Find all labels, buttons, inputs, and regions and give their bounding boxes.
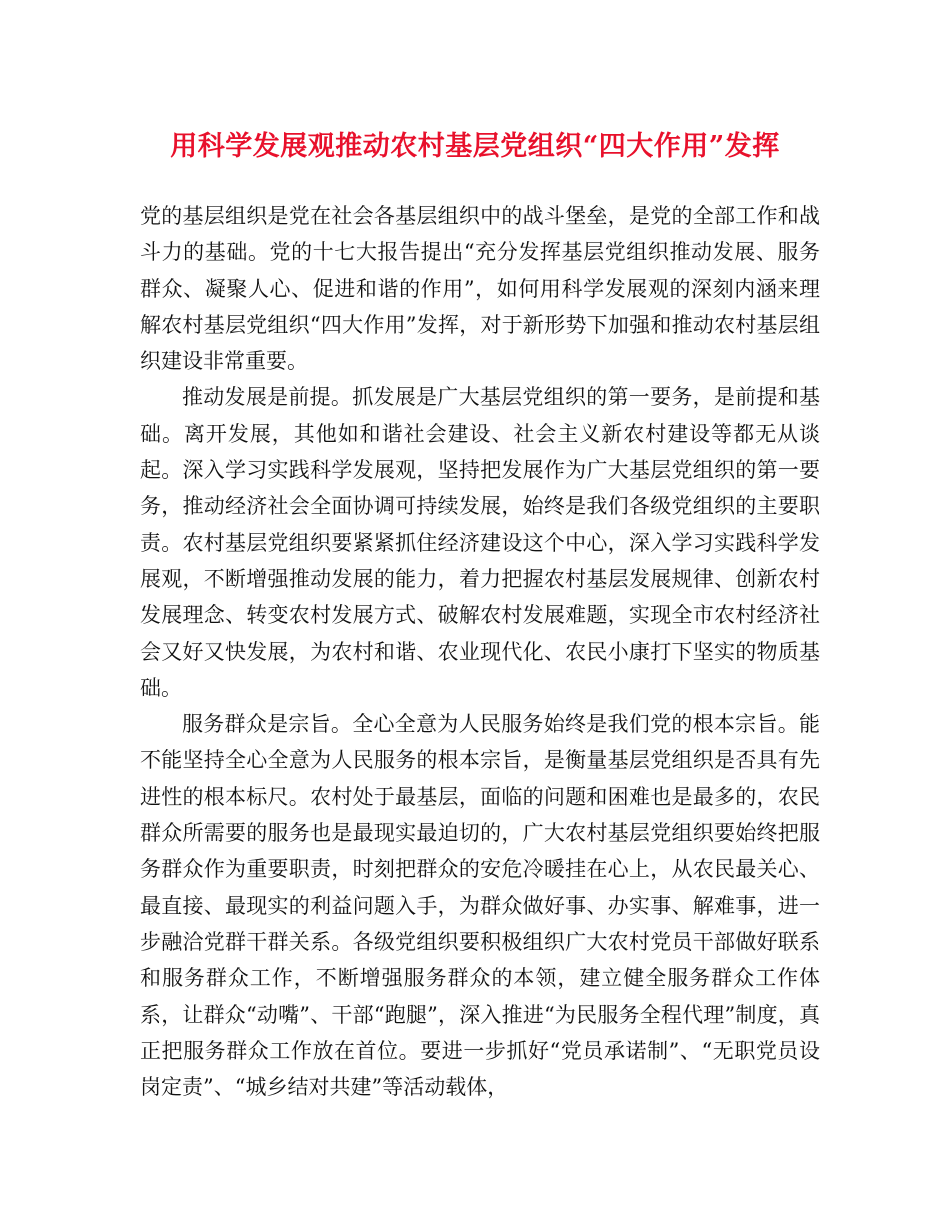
paragraph-promote-development: 推动发展是前提。抓发展是广大基层党组织的第一要务，是前提和基础。离开发展，其他如和谐社会建设、社会主义新农村建设等都无从谈起。深入学习实践科学发展观，坚持把发展作为广大基层党组织的第一要务，推动经济社会全面协调可持续发展，始终是我们各级党组织的主要职责。农村基层党组织要紧紧抓住经济建设这个中心，深入学习实践科学发展观，不断增强推动发展的能力，着力把握农村基层发展规律、创新农村发展理念、转变农村发展方式、破解农村发展难题，实现全市农村经济社会又好又快发展，为农村和谐、农业现代化、农民小康打下坚实的物质基础。 [140,385,820,700]
document-body [140,198,820,1105]
paragraph-intro: 党的基层组织是党在社会各基层组织中的战斗堡垒，是党的全部工作和战斗力的基础。党的十七大报告提出“充分发挥基层党组织推动发展、服务群众、凝聚人心、促进和谐的作用”，如何用科学发展观的深刻内涵来理解农村基层党组织“四大作用”发挥，对于新形势下加强和推动农村基层组织建设非常重要。 [140,204,820,374]
document-title: 用科学发展观推动农村基层党组织“四大作用”发挥 [170,131,780,162]
paragraph-serve-masses: 服务群众是宗旨。全心全意为人民服务始终是我们党的根本宗旨。能不能坚持全心全意为人民服务的根本宗旨，是衡量基层党组织是否具有先进性的根本标尺。农村处于最基层，面临的问题和困难也是最多的，农民群众所需要的服务也是最现实最迫切的，广大农村基层党组织要始终把服务群众作为重要职责，时刻把群众的安危冷暖挂在心上，从农民最关心、最直接、最现实的利益问题入手，为群众做好事、办实事、解难事，进一步融洽党群干群关系。各级党组织要积极组织广大农村党员干部做好联系和服务群众工作，不断增强服务群众的本领，建立健全服务群众工作体系，让群众“动嘴”、干部“跑腿”，深入推进“为民服务全程代理”制度，真正把服务群众工作放在首位。要进一步抓好“党员承诺制”、“无职党员设岗定责”、“城乡结对共建”等活动载体， [140,712,820,1100]
